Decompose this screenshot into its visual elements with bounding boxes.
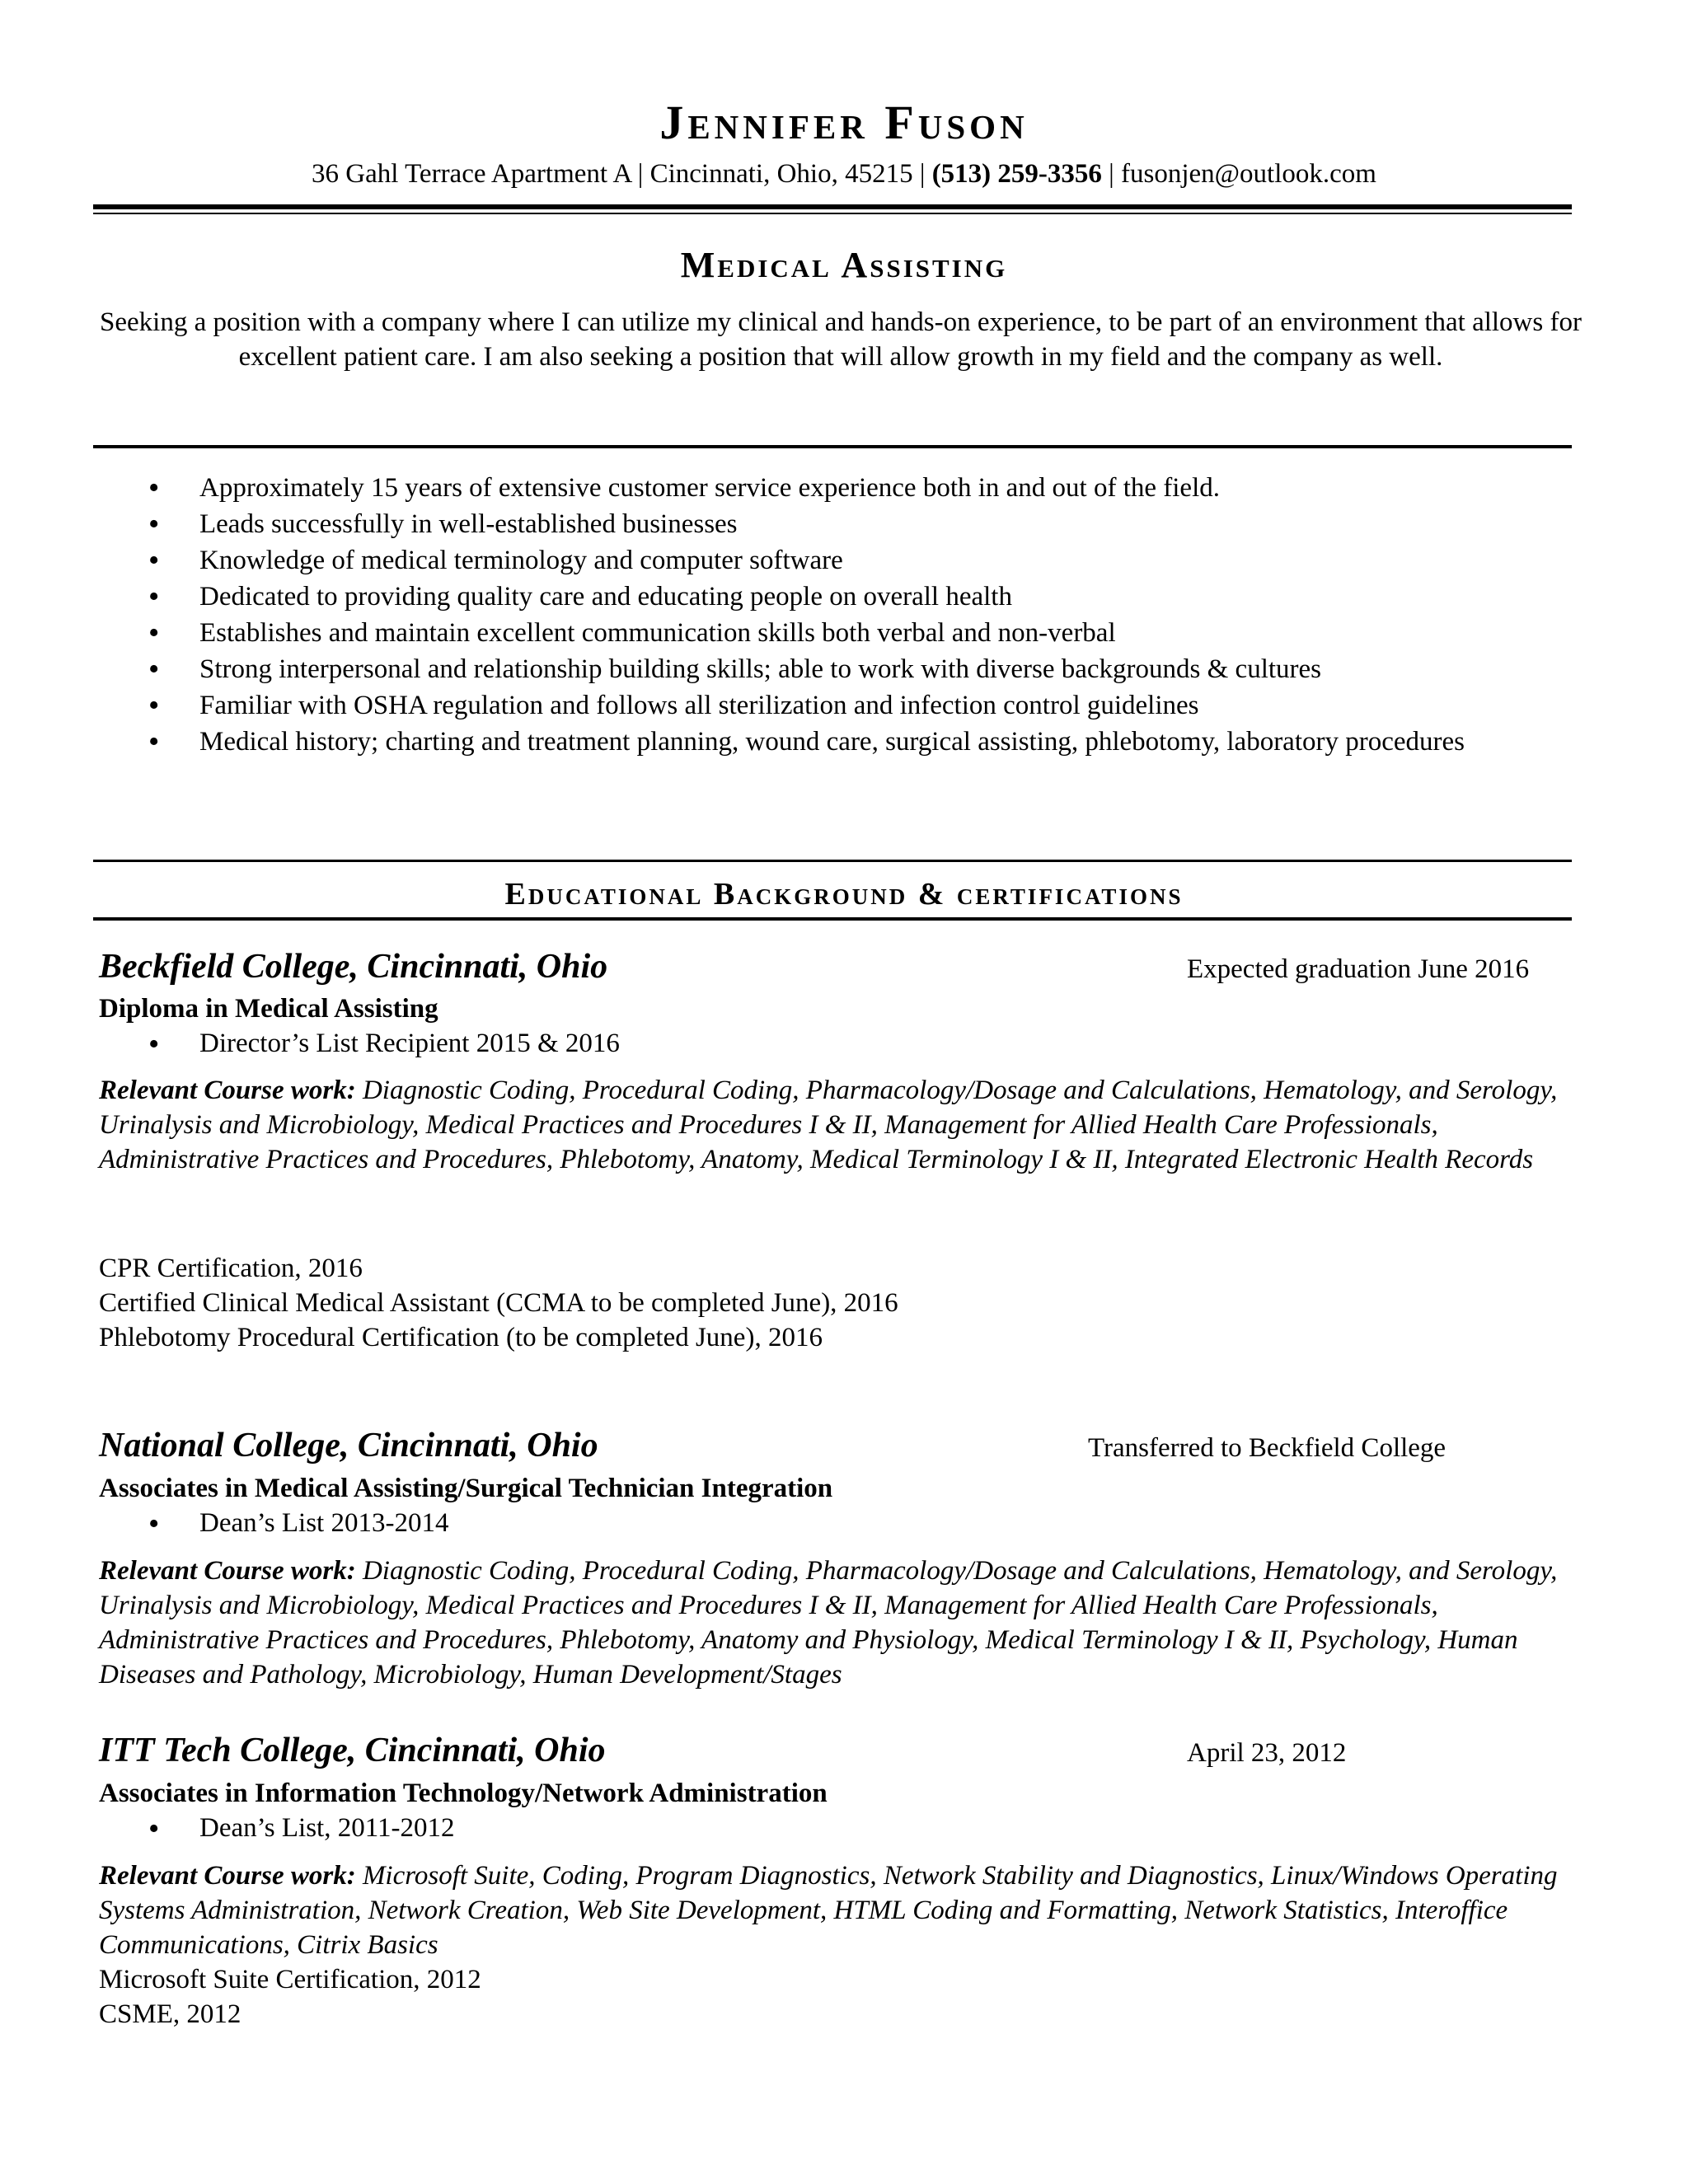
address: 36 Gahl Terrace Apartment A | Cincinnati, Ohio, 45215 |: [312, 159, 932, 189]
degree: Diploma in Medical Assisting: [99, 994, 438, 1024]
education-title: Educational Background & certifications: [504, 877, 1184, 912]
coursework-text: Diagnostic Coding, Procedural Coding, Pharmacology/Dosage and Calculations, Hematology, and Serology, Urinalysis and Microbiology, Medical Practices and Procedures I & II, Management for Allied Health Care Professionals, Administrative Practices and Procedures, Phlebotomy, Anatomy, Medical Terminology I & II, Integrated Electronic Health Records: [99, 1076, 1558, 1174]
certifications: [99, 1251, 898, 1355]
coursework-text: Diagnostic Coding, Procedural Coding, Pharmacology/Dosage and Calculations, Hematology, and Serology, Urinalysis and Microbiology, Medical Practices and Procedures I & II, Management for Allied Health Care Professionals, Administrative Practices and Procedures, Phlebotomy, Anatomy and Physiology, Medical Terminology I & II, Psychology, Human Diseases and Pathology, Microbiology, Human Development/Stages: [99, 1556, 1558, 1690]
contact-line: [0, 158, 1688, 191]
objective-title: Medical Assisting: [680, 245, 1008, 285]
education-divider-bottom: [93, 917, 1572, 921]
education-divider-top: [93, 860, 1572, 862]
degree: Associates in Information Technology/Network Administration: [99, 1779, 828, 1808]
email[interactable]: | fusonjen@outlook.com: [1101, 159, 1376, 189]
certifications: [99, 1962, 481, 2032]
header-divider-thick: [93, 204, 1572, 209]
coursework: [99, 1073, 1582, 1177]
list-item: • Establishes and maintain excellent communication skills both verbal and non-verbal: [148, 615, 1550, 651]
coursework: [99, 1858, 1582, 1962]
school-date: Expected graduation June 2016: [1187, 954, 1530, 984]
school-name: ITT Tech College, Cincinnati, Ohio: [99, 1732, 606, 1769]
coursework-label: Relevant Course work:: [99, 1861, 356, 1891]
list-item: • Leads successfully in well-established businesses: [148, 506, 1550, 542]
list-item: • Strong interpersonal and relationship building skills; able to work with diverse backgrounds & cultures: [148, 651, 1550, 687]
phone-number: (513) 259-3356: [931, 159, 1102, 189]
list-item: • Approximately 15 years of extensive customer service experience both in and out of the field.: [148, 470, 1550, 506]
highlights-list: [148, 470, 1550, 760]
school-name: National College, Cincinnati, Ohio: [99, 1427, 598, 1465]
coursework-text: Microsoft Suite, Coding, Program Diagnostics, Network Stability and Diagnostics, Linux/Windows Operating Systems Administration, Network Creation, Web Site Development, HTML Coding and Formatting, Network Statistics, Interoffice Communications, Citrix Basics: [99, 1861, 1558, 1960]
list-item: • Knowledge of medical terminology and computer software: [148, 542, 1550, 579]
honor: • Director’s List Recipient 2015 & 2016: [148, 1030, 620, 1057]
school-date: April 23, 2012: [1187, 1738, 1347, 1768]
honor: • Dean’s List 2013-2014: [148, 1510, 448, 1537]
header-divider-thin: [93, 213, 1572, 214]
certification-item: Phlebotomy Procedural Certification (to be completed June), 2016: [99, 1323, 823, 1352]
certification-item: CPR Certification, 2016: [99, 1254, 363, 1283]
honor: • Dean’s List, 2011-2012: [148, 1815, 455, 1842]
coursework: [99, 1554, 1582, 1692]
school-name: Beckfield College, Cincinnati, Ohio: [99, 948, 608, 986]
certification-item: CSME, 2012: [99, 1999, 241, 2029]
coursework-label: Relevant Course work:: [99, 1556, 356, 1586]
objective-divider: [93, 445, 1572, 448]
list-item: • Familiar with OSHA regulation and follows all sterilization and infection control guidelines: [148, 687, 1550, 724]
certification-item: Certified Clinical Medical Assistant (CCMA to be completed June), 2016: [99, 1288, 898, 1318]
list-item: • Medical history; charting and treatment planning, wound care, surgical assisting, phlebotomy, laboratory procedures: [148, 724, 1550, 760]
coursework-label: Relevant Course work:: [99, 1076, 356, 1105]
candidate-name: Jennifer Fuson: [659, 96, 1029, 149]
degree: Associates in Medical Assisting/Surgical Technician Integration: [99, 1474, 833, 1503]
school-note: Transferred to Beckfield College: [1088, 1433, 1447, 1463]
certification-item: Microsoft Suite Certification, 2012: [99, 1965, 481, 1994]
list-item: • Dedicated to providing quality care and educating people on overall health: [148, 579, 1550, 615]
objective-text: Seeking a position with a company where I can utilize my clinical and hands-on experience, to be part of an environment that allows for excellent patient care. I am also seeking a position that will allow growth in my field and the company as well.: [100, 307, 1582, 372]
